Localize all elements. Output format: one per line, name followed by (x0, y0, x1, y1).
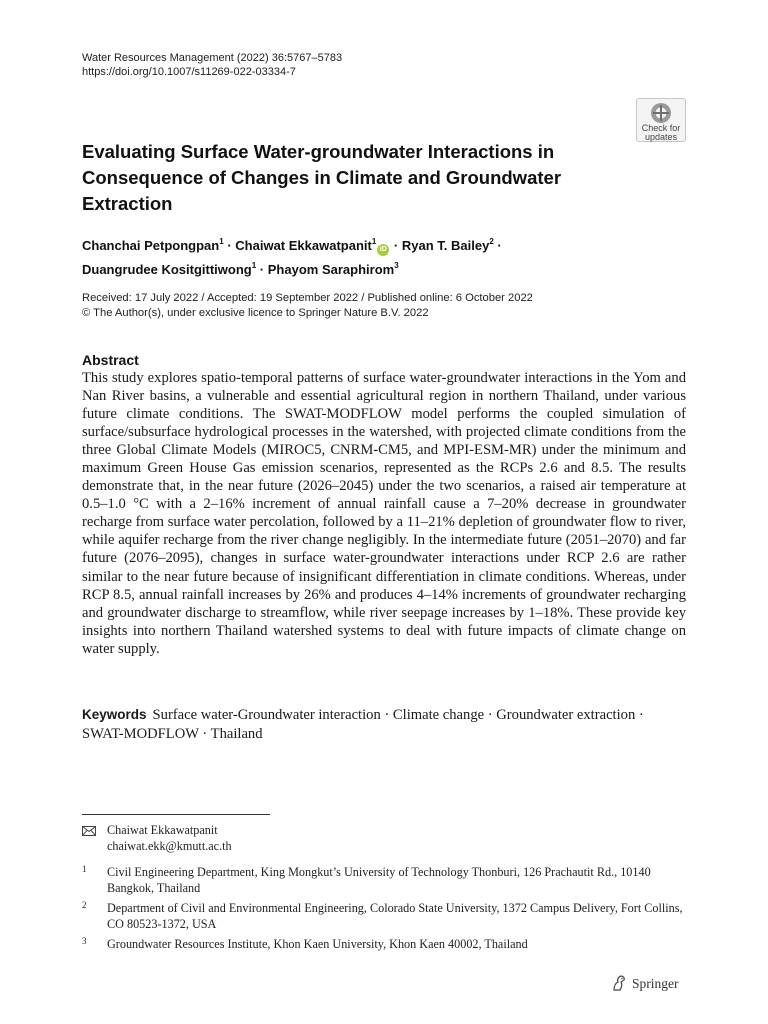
author-affil-sup: 1 (251, 261, 257, 270)
abstract-text: This study explores spatio-temporal patterns of surface water-groundwater interactions in the Yom and Nan River basins, a vulnerable and essential agricultural region in northern Thailand, under various future climate conditions. The SWAT-MODFLOW model performs the coupled simulation of surface/subsurface hydrological processes in the watershed, with projected climate conditions from the three Global Climate Models (MIROC5, CNRM-CM5, and MPI-ESM-MR) under the minimum and maximum Green House Gas emission scenarios, represented as the RCPs 2.6 and 8.5. The results demonstrate that, in the near future (2026–2045) under the two scenarios, a raised air temperature at 0.5–1.0 °C with a 2–16% increment of annual rainfall cause a 7–20% decrease in groundwater recharge from surface water percolation, followed by a 11–21% depletion of groundwater flow to river, while aquifer recharge from the river change negligibly. In the intermediate future (2051–2070) and far future (2076–2095), changes in surface water-groundwater interactions under RCP 2.6 are rather similar to the near future because of insignificant differentiation in climate conditions. Whereas, under RCP 8.5, annual rainfall increases by 26% and produces 4–14% increments of groundwater recharging and groundwater discharge to streamflow, while river seepage increases by 1–18%. These provide key insights into northern Thailand watershed systems to deal with future impacts of climate change on water supply. (82, 370, 686, 657)
crossmark-icon (650, 102, 672, 124)
publisher-name: Springer (632, 976, 679, 991)
author-separator: · (497, 238, 502, 253)
author-affil-sup: 3 (394, 261, 399, 270)
publication-dates (82, 291, 533, 321)
springer-horse-icon (610, 974, 628, 992)
check-for-updates-badge[interactable] (636, 98, 686, 142)
affiliation (82, 901, 686, 932)
affiliation (82, 937, 686, 953)
author-separator: · (393, 238, 399, 253)
author-separator: · (227, 238, 232, 253)
publisher-logo (610, 974, 679, 992)
history-dates: Received: 17 July 2022 / Accepted: 19 September 2022 / Published online: 6 October 2022 (82, 292, 533, 304)
author-name[interactable]: Ryan T. Bailey (401, 238, 490, 253)
author-affil-sup: 1 (371, 237, 377, 246)
keywords-block (82, 706, 686, 743)
affiliation-number: 2 (82, 900, 87, 910)
author-separator: · (259, 262, 265, 277)
journal-header (82, 51, 342, 79)
correspondence (82, 823, 232, 854)
affiliation-number: 1 (82, 864, 87, 874)
keywords-text: Surface water-Groundwater interaction · Climate change · Groundwater extraction · SWAT-MODFLOW · Thailand (82, 707, 644, 742)
affiliation (82, 865, 686, 896)
keywords-heading: Keywords (82, 707, 147, 722)
author-affil-sup: 2 (489, 237, 494, 246)
author-name[interactable]: Chanchai Petpongpan (82, 238, 220, 253)
envelope-icon (82, 826, 96, 836)
author-list (82, 232, 682, 280)
author-name[interactable]: Chaiwat Ekkawatpanit (235, 238, 372, 253)
author-name[interactable]: Phayom Saraphirom (267, 262, 395, 277)
paper-title: Evaluating Surface Water-groundwater Interactions in Consequence of Changes in Climate and Groundwater Extraction (82, 141, 562, 214)
author-affil-sup: 1 (219, 237, 224, 246)
journal-citation: Water Resources Management (2022) 36:5767–5783 (82, 52, 343, 64)
affiliation-text: Civil Engineering Department, King Mongkut’s University of Technology Thonburi, 126 Prachautit Rd., 10140 Bangkok, Thailand (107, 865, 651, 895)
correspondence-email[interactable]: chaiwat.ekk@kmutt.ac.th (107, 838, 232, 853)
check-badge-line1: Check for (641, 123, 681, 133)
orcid-icon[interactable]: iD (377, 244, 389, 256)
author-name[interactable]: Duangrudee Kositgittiwong (82, 262, 252, 277)
abstract-heading: Abstract (82, 352, 139, 368)
affiliation-number: 3 (82, 936, 87, 946)
footnote-divider (82, 814, 270, 815)
correspondence-name: Chaiwat Ekkawatpanit (107, 823, 218, 837)
check-badge-line2: updates (644, 132, 678, 142)
affiliation-text: Department of Civil and Environmental Engineering, Colorado State University, 1372 Campus Delivery, Fort Collins, CO 80523-1372, USA (107, 901, 683, 931)
affiliation-text: Groundwater Resources Institute, Khon Kaen University, Khon Kaen 40002, Thailand (107, 937, 528, 951)
copyright-line: © The Author(s), under exclusive licence to Springer Nature B.V. 2022 (82, 307, 429, 319)
doi-link[interactable]: https://doi.org/10.1007/s11269-022-03334-7 (82, 66, 296, 78)
